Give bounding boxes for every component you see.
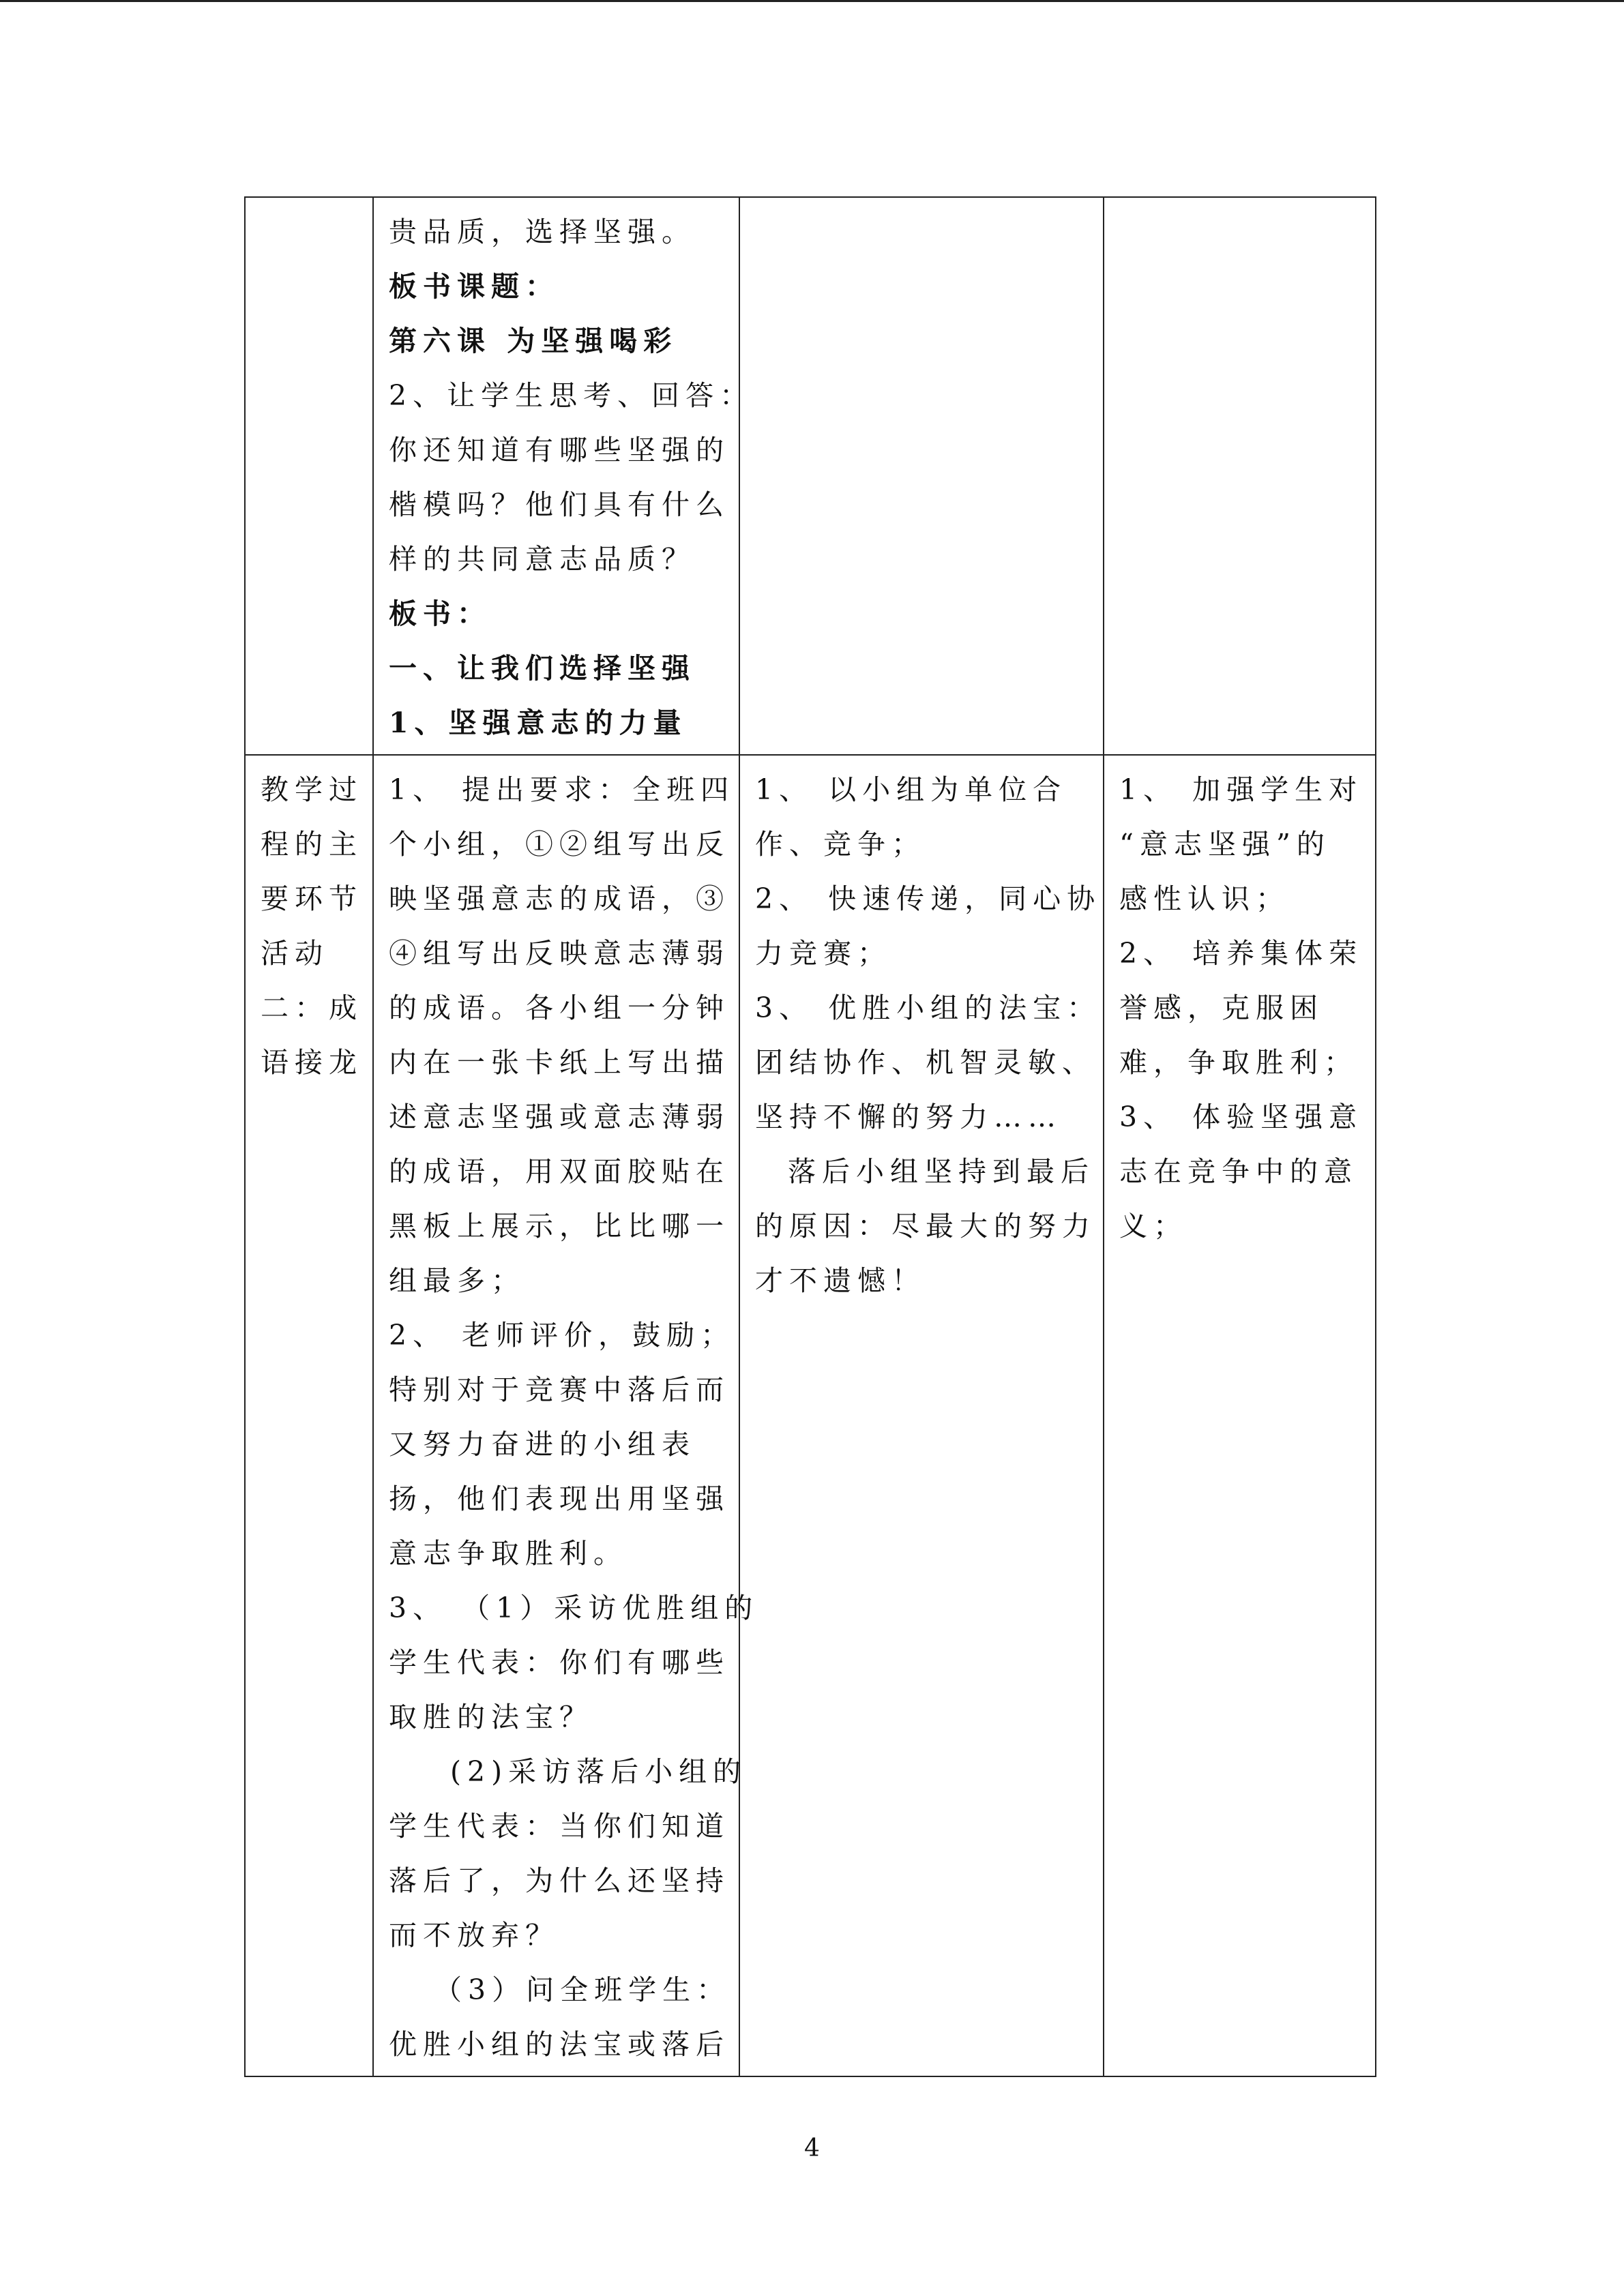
text-line: 坚持不懈的努力…… <box>755 1101 1062 1133</box>
text-line: 意志争取胜利。 <box>389 1537 628 1570</box>
text-line: 学生代表：当你们知道 <box>389 1810 730 1843</box>
text-line: 的成语，用双面胶贴在 <box>389 1155 730 1188</box>
text-line: 力竞赛； <box>755 937 891 970</box>
text-line: 1、 加强学生对 <box>1119 773 1363 806</box>
text-line: 组最多； <box>389 1264 525 1297</box>
text-line: 个小组，①②组写出反 <box>389 828 730 861</box>
text-line: 扬，他们表现出用坚强 <box>389 1482 730 1515</box>
lesson-plan-table <box>244 196 1376 2077</box>
text-line: 你还知道有哪些坚强的 <box>389 434 730 466</box>
text-line: “意志坚强”的 <box>1119 828 1331 861</box>
text-line: 的原因：尽最大的努力 <box>755 1210 1096 1242</box>
text-line: 2、 快速传递，同心协 <box>755 882 1102 915</box>
text-line: 特别对于竞赛中落后而 <box>389 1373 730 1406</box>
text-line: 而不放弃？ <box>389 1919 559 1952</box>
table-row-continuation <box>245 197 1376 755</box>
text-line: 板书课题： <box>389 270 559 303</box>
text-line: 一、让我们选择坚强 <box>389 652 696 685</box>
text-line: 要环节 <box>261 882 363 915</box>
cell-row2-design-intent <box>1104 755 1376 2076</box>
text-line: 贵品质，选择坚强。 <box>389 215 696 248</box>
text-line: 落后了，为什么还坚持 <box>389 1864 730 1897</box>
text-line: 映坚强意志的成语，③ <box>389 882 730 915</box>
text-line: 板书： <box>389 597 491 630</box>
text-line: 誉感，克服困 <box>1119 992 1324 1024</box>
text-line: 感性认识； <box>1119 882 1290 915</box>
text-line: 内在一张卡纸上写出描 <box>389 1046 730 1079</box>
page-number: 4 <box>804 2134 820 2162</box>
text-line: 难，争取胜利； <box>1119 1046 1358 1079</box>
text-line: ④组写出反映意志薄弱 <box>389 937 730 970</box>
cell-row2-stage <box>245 755 373 2076</box>
text-line: 才不遗憾！ <box>755 1264 926 1297</box>
text-line: 述意志坚强或意志薄弱 <box>389 1101 730 1133</box>
text-line: 黑板上展示，比比哪一 <box>389 1210 730 1242</box>
table-row-activity-two <box>245 755 1376 2076</box>
text-line: 二：成 <box>261 992 363 1024</box>
text-line: 2、 培养集体荣 <box>1119 937 1363 970</box>
cell-row2-teacher-activity <box>373 755 759 2076</box>
cell-row1-student-activity <box>739 197 1104 755</box>
text-line: 作、竞争； <box>755 828 926 861</box>
page-top-border <box>0 0 1624 2</box>
text-line: 3、 优胜小组的法宝： <box>755 992 1102 1024</box>
text-line: 的成语。各小组一分钟 <box>389 992 730 1024</box>
text-line: 优胜小组的法宝或落后 <box>389 2028 730 2061</box>
text-line: 程的主 <box>261 828 363 861</box>
text-line: 又努力奋进的小组表 <box>389 1428 696 1461</box>
text-line: 志在竞争中的意 <box>1119 1155 1358 1188</box>
text-line: 语接龙 <box>261 1046 363 1079</box>
text-line: 义； <box>1119 1210 1187 1242</box>
text-line: 团结协作、机智灵敏、 <box>755 1046 1096 1079</box>
text-line: （3）问全班学生： <box>434 1973 731 2006</box>
text-line: 2、 老师评价，鼓励； <box>389 1319 735 1352</box>
cell-row1-stage <box>245 197 373 755</box>
cell-row2-student-activity <box>739 755 1104 2076</box>
text-line: (2)采访落后小组的 <box>450 1755 748 1788</box>
text-line: 2、让学生思考、回答： <box>389 379 754 412</box>
text-line: 取胜的法宝？ <box>389 1701 593 1733</box>
cell-row1-teacher-activity <box>373 197 754 755</box>
text-line: 楷模吗？他们具有什么 <box>389 488 730 521</box>
text-line: 学生代表：你们有哪些 <box>389 1646 730 1679</box>
cell-row1-design-intent <box>1104 197 1376 755</box>
text-line: 样的共同意志品质？ <box>389 543 696 576</box>
text-line: 1、 以小组为单位合 <box>755 773 1067 806</box>
text-line: 落后小组坚持到最后 <box>788 1155 1095 1188</box>
text-line: 活动 <box>261 937 329 970</box>
text-line: 3、 （1）采访优胜组的 <box>389 1592 759 1624</box>
text-line: 教学过 <box>261 773 363 806</box>
text-line: 1、坚强意志的力量 <box>389 706 688 739</box>
text-line: 3、 体验坚强意 <box>1119 1101 1363 1133</box>
text-line: 1、 提出要求：全班四 <box>389 773 735 806</box>
text-line: 第六课 为坚强喝彩 <box>389 325 678 357</box>
